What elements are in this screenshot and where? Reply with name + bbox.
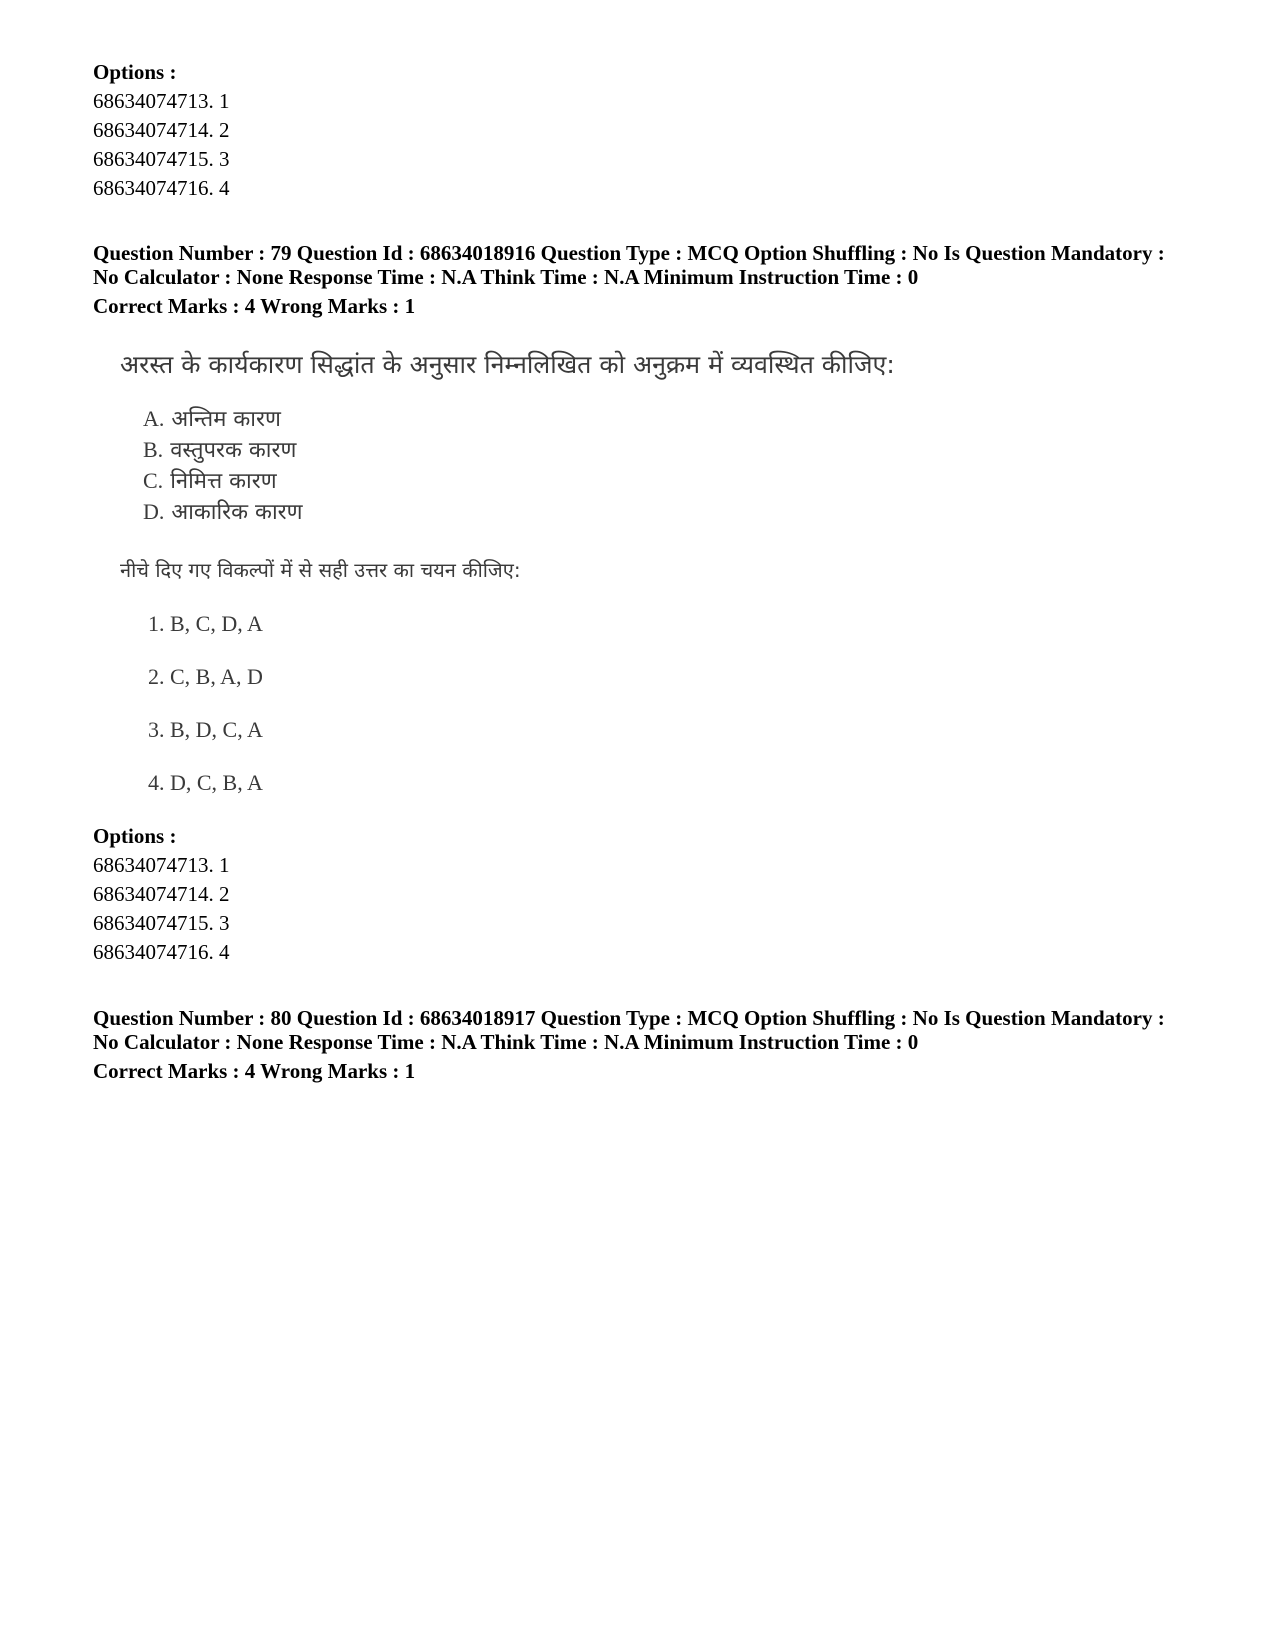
question-meta-line: No Calculator : None Response Time : N.A Think Time : N.A Minimum Instruction Time : 0 bbox=[93, 1030, 919, 1054]
question-stem: अरस्त के कार्यकारण सिद्धांत के अनुसार निम्नलिखित को अनुक्रम में व्यवस्थित कीजिए: bbox=[120, 350, 895, 379]
question-meta-line: Question Number : 79 Question Id : 68634018916 Question Type : MCQ Option Shuffling : No Is Question Mandatory : bbox=[93, 241, 1165, 265]
question-meta-line: No Calculator : None Response Time : N.A Think Time : N.A Minimum Instruction Time : 0 bbox=[93, 265, 919, 289]
statement-text: निमित्त कारण bbox=[170, 469, 277, 494]
question-marks: Correct Marks : 4 Wrong Marks : 1 bbox=[93, 1059, 416, 1083]
options-heading: Options : bbox=[93, 824, 177, 848]
options-heading: Options : bbox=[93, 60, 177, 84]
statement-d bbox=[143, 496, 303, 528]
option-line: 68634074715. 3 bbox=[93, 147, 230, 171]
question-meta-line: Question Number : 80 Question Id : 68634018917 Question Type : MCQ Option Shuffling : No Is Question Mandatory : bbox=[93, 1006, 1165, 1030]
question-instruction: नीचे दिए गए विकल्पों में से सही उत्तर का चयन कीजिए: bbox=[120, 558, 521, 582]
answer-choice-1: 1. B, C, D, A bbox=[148, 611, 263, 636]
question-79-image bbox=[118, 348, 918, 808]
question-79-options bbox=[93, 822, 1203, 967]
option-line: 68634074715. 3 bbox=[93, 911, 230, 935]
statement-text: वस्तुपरक कारण bbox=[170, 438, 297, 463]
answer-choice-2: 2. C, B, A, D bbox=[148, 664, 263, 689]
question-79-header bbox=[93, 241, 1203, 318]
question-marks: Correct Marks : 4 Wrong Marks : 1 bbox=[93, 294, 416, 318]
statement-label: A. bbox=[143, 406, 165, 431]
option-line: 68634074713. 1 bbox=[93, 89, 230, 113]
statement-label: C. bbox=[143, 468, 164, 493]
option-line: 68634074716. 4 bbox=[93, 176, 230, 200]
statement-text: अन्तिम कारण bbox=[171, 407, 281, 432]
answer-choice-3: 3. B, D, C, A bbox=[148, 717, 263, 742]
statement-a bbox=[143, 403, 281, 435]
statement-b bbox=[143, 434, 296, 466]
option-line: 68634074713. 1 bbox=[93, 853, 230, 877]
option-line: 68634074716. 4 bbox=[93, 940, 230, 964]
option-line: 68634074714. 2 bbox=[93, 882, 230, 906]
option-line: 68634074714. 2 bbox=[93, 118, 230, 142]
previous-question-options bbox=[93, 58, 1203, 203]
statement-label: B. bbox=[143, 437, 164, 462]
statement-label: D. bbox=[143, 499, 165, 524]
answer-choice-4: 4. D, C, B, A bbox=[148, 770, 263, 795]
statement-c bbox=[143, 465, 277, 497]
statement-text: आकारिक कारण bbox=[171, 500, 303, 525]
question-80-header bbox=[93, 1006, 1203, 1083]
